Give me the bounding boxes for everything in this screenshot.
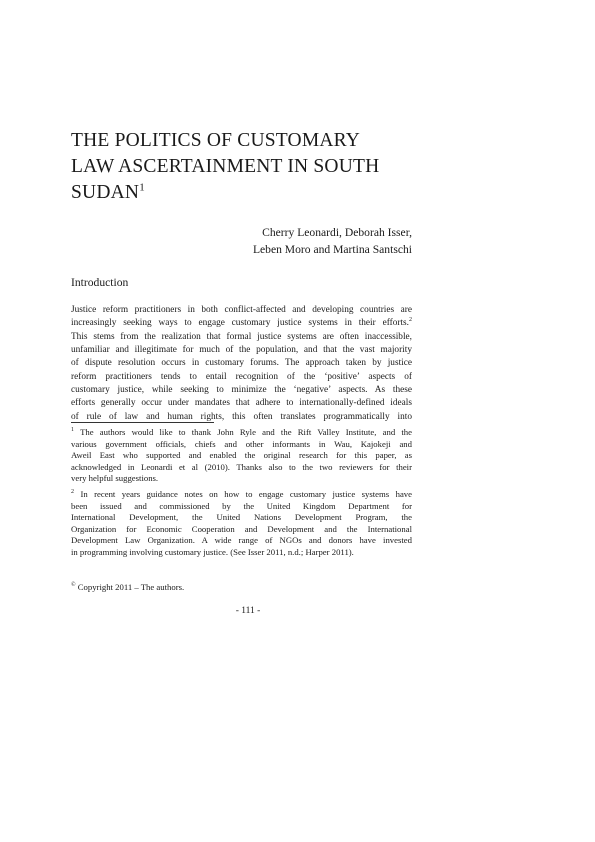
footnote-line: various government officials, chiefs and other informants in Wau, Kajokeji and (71, 438, 412, 449)
footnote-line: Development Law Organization. A wide range of NGOs and donors have invested (71, 535, 412, 546)
article-title (71, 128, 431, 206)
footnote-line: in programming involving customary justice. (See Isser 2011, n.d.; Harper 2011). (71, 546, 354, 557)
copyright-symbol: © (71, 582, 76, 589)
body-line: customary justice, while seeking to minimize the ‘negative’ aspects. As these (71, 385, 412, 396)
author-line-1: Cherry Leonardi, Deborah Isser, (262, 226, 412, 239)
footnote-line: International Development, the United Nations Development Program, the (71, 512, 412, 523)
title-line-2: LAW ASCERTAINMENT IN SOUTH (71, 156, 380, 177)
footnote-divider (71, 422, 214, 423)
author-list (200, 224, 412, 258)
body-line: This stems from the realization that formal justice systems are often inaccessible, (71, 331, 412, 342)
footnote-line: been issued and commissioned by the United Kingdom Department for (71, 500, 412, 511)
footnote-line: very helpful suggestions. (71, 473, 159, 484)
footnote-line-text: The authors would like to thank John Ryle and the Rift Valley Institute, and the (80, 427, 412, 437)
title-line-3 (71, 180, 431, 206)
title-line-1: THE POLITICS OF CUSTOMARY (71, 130, 361, 151)
footnote-ref-2: 2 (409, 317, 412, 324)
title-footnote-mark: 1 (139, 181, 145, 194)
footnote-line: Aweil East who supported and enabled the original research for this paper, as (71, 450, 412, 461)
footnote-line (71, 427, 412, 439)
body-paragraph (71, 304, 412, 424)
section-heading-introduction: Introduction (71, 276, 129, 289)
page-number: - 111 - (235, 606, 261, 616)
body-line: of dispute resolution occurs in customary forums. The approach taken by justice (71, 358, 412, 369)
body-line: unfamiliar and illegitimate for much of the population, and that the vast majority (71, 345, 412, 356)
footnote-2-mark: 2 (71, 489, 74, 496)
copyright-text: Copyright 2011 – The authors. (77, 582, 185, 592)
footnote-line: acknowledged in Leonardi et al (2010). Thanks also to the two reviewers for their (71, 461, 412, 472)
body-line: Justice reform practitioners in both conflict-affected and developing countries are (71, 305, 412, 315)
author-line-2: Leben Moro and Martina Santschi (252, 243, 412, 256)
footnote-1 (71, 427, 412, 485)
footnote-line: Organization for Economic Cooperation and Development and the International (71, 523, 412, 534)
copyright-notice (71, 581, 184, 593)
body-line (71, 317, 412, 330)
body-line: reform practitioners tends to entail recognition of the ‘positive’ aspects of (71, 371, 412, 382)
footnote-line-text: In recent years guidance notes on how to engage customary justice systems have (80, 489, 413, 499)
footnote-1-mark: 1 (71, 427, 74, 434)
title-line-3-text: SUDAN (71, 182, 140, 203)
body-line-text: increasingly seeking ways to engage customary justice systems in their efforts. (71, 318, 409, 329)
body-line: efforts generally occur under mandates that adhere to internationally-defined ideals (71, 398, 412, 409)
footnote-line (71, 489, 412, 501)
body-line: of rule of law and human rights, this often translates programmatically into (71, 411, 412, 422)
footnote-2 (71, 489, 412, 559)
